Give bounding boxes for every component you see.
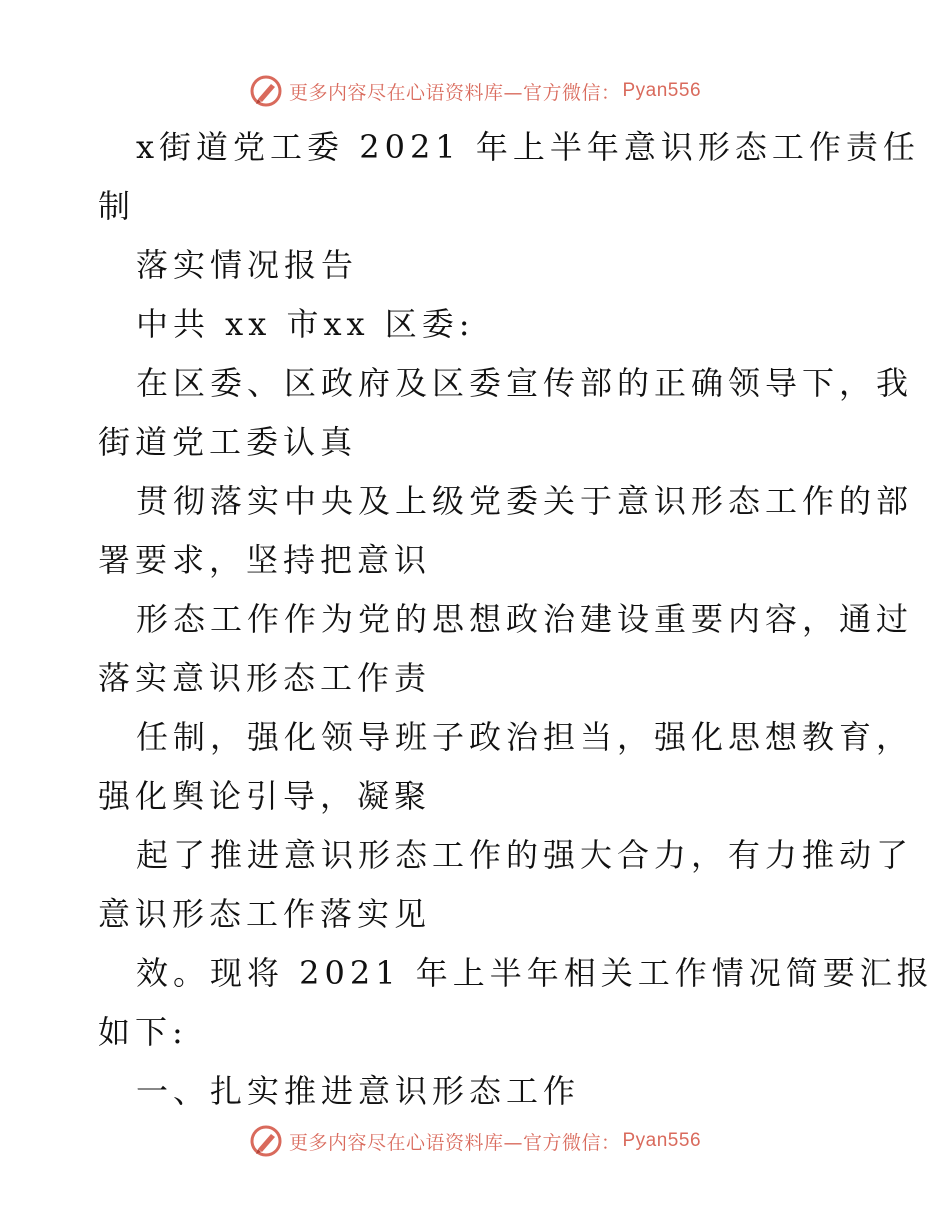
title-paragraph-2 [98,236,858,295]
text-line: 效。现将 2021 年上半年相关工作情况简要汇报 [136,954,934,992]
text-line: 强化舆论引导，凝聚 [98,777,432,815]
watermark-handle: Pyan556 [622,80,702,101]
text-line: 落实意识形态工作责 [98,659,432,697]
section-heading [98,1062,858,1121]
watermark-footer [0,1121,950,1161]
pen-logo-icon [249,74,283,108]
text-line: 意识形态工作落实见 [98,895,432,933]
body-paragraph [98,826,914,944]
watermark-header [0,71,950,111]
text-line: 制 [98,187,136,225]
text-line: 一、扎实推进意识形态工作 [136,1072,581,1110]
addressee-paragraph [98,295,858,354]
watermark-handle: Pyan556 [622,1130,702,1151]
text-line: 中共 xx 市xx 区委: [136,305,475,343]
body-paragraph [98,354,914,472]
body-paragraph [98,944,934,1062]
text-line: 如下: [98,1013,188,1051]
text-line: 落实情况报告 [136,246,359,284]
watermark-text: 更多内容尽在心语资料库—官方微信： [288,1131,621,1154]
text-line: 形态工作作为党的思想政治建设重要内容，通过 [136,600,914,638]
text-line: x街道党工委 2021 年上半年意识形态工作责任 [136,128,920,166]
text-line: 街道党工委认真 [98,423,358,461]
text-line: 任制，强化领导班子政治担当，强化思想教育， [136,718,914,756]
body-paragraph [98,590,914,708]
text-line: 署要求，坚持把意识 [98,541,432,579]
watermark-text: 更多内容尽在心语资料库—官方微信： [288,81,621,104]
body-paragraph [98,708,914,826]
body-paragraph [98,472,914,590]
text-line: 贯彻落实中央及上级党委关于意识形态工作的部 [136,482,914,520]
text-line: 起了推进意识形态工作的强大合力，有力推动了 [136,836,914,874]
pen-logo-icon [249,1124,283,1158]
text-line: 在区委、区政府及区委宣传部的正确领导下，我 [136,364,914,402]
title-paragraph [98,118,920,236]
document-body [98,118,934,1121]
